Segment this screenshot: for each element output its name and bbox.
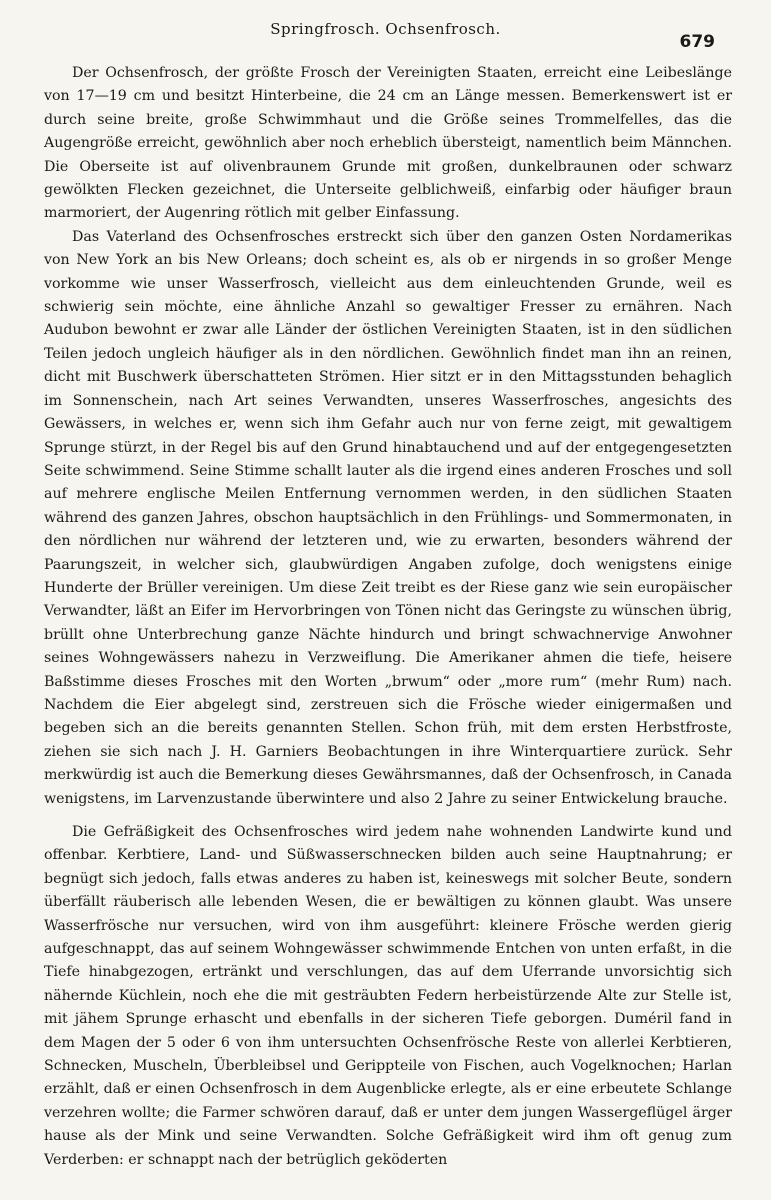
body-text bbox=[44, 62, 732, 1172]
paragraph-habitat: Das Vaterland des Ochsenfrosches erstreckt sich über den ganzen Osten Nordamerikas von New York an bis New Orleans; doch scheint es, als ob er nirgends in so großer Menge vorkomme wie unser Wasserfrosch, vielleicht aus dem einleuchtenden Grunde, weil es schwierig sein möchte, eine ähnliche Anzahl so gewaltiger Fresser zu ernähren. Nach Audubon bewohnt er zwar alle Länder der östlichen Vereinigten Staaten, ist in den südlichen Teilen jedoch ungleich häufiger als in den nördlichen. Gewöhnlich findet man ihn an reinen, dicht mit Buschwerk überschatteten Strömen. Hier sitzt er in den Mittagsstunden behaglich im Sonnenschein, nach Art seines Verwandten, unseres Wasserfrosches, angesichts des Gewässers, in welches er, wenn sich ihm Gefahr auch nur von ferne zeigt, mit gewaltigem Sprunge stürzt, in der Regel bis auf den Grund hinabtauchend und auf der entgegengesetzten Seite schwimmend. Seine Stimme schallt lauter als die irgend eines anderen Frosches und soll auf mehrere englische Meilen Entfernung vernommen werden, in den südlichen Staaten während des ganzen Jahres, obschon hauptsächlich in den Frühlings- und Sommermonaten, in den nördlichen nur während der letzteren und, wie zu erwarten, besonders während der Paarungszeit, in welcher sich, glaubwürdigen Angaben zufolge, doch wenigstens einige Hunderte der Brüller vereinigen. Um diese Zeit treibt es der Riese ganz wie sein europäischer Verwandter, läßt an Eifer im Hervorbringen von Tönen nicht das Geringste zu wünschen übrig, brüllt ohne Unterbrechung ganze Nächte hindurch und bringt schwachnervige Anwohner seines Wohngewässers nahezu in Verzweiflung. Die Amerikaner ahmen die tiefe, heisere Baßstimme dieses Frosches mit den Worten „brwum“ oder „more rum“ (mehr Rum) nach. Nachdem die Eier abgelegt sind, zerstreuen sich die Frösche wieder einigermaßen und begeben sich an die bereits genannten Stellen. Schon früh, mit dem ersten Herbstfroste, ziehen sie sich nach J. H. Garniers Beobachtungen in ihre Winterquartiere zurück. Sehr merkwürdig ist auch die Bemerkung dieses Gewährsmannes, daß der Ochsenfrosch, in Canada wenigstens, im Larvenzustande überwintere und also 2 Jahre zu seiner Entwickelung brauche. bbox=[44, 228, 732, 807]
paragraph-description: Der Ochsenfrosch, der größte Frosch der Vereinigten Staaten, erreicht eine Leibeslänge von 17—19 cm und besitzt Hinterbeine, die 24 cm an Länge messen. Bemerkenswert ist er durch seine breite, große Schwimmhaut und die Größe seines Trommelfelles, das die Augengröße erreicht, gewöhnlich aber noch erheblich übersteigt, namentlich beim Männchen. Die Oberseite ist auf olivenbraunem Grunde mit großen, dunkelbraunen oder schwarz gewölkten Flecken gezeichnet, die Unterseite gelblichweiß, einfarbig oder häufiger braun marmoriert, der Augenring rötlich mit gelber Einfassung. bbox=[44, 65, 732, 222]
paragraph-diet: Die Gefräßigkeit des Ochsenfrosches wird jedem nahe wohnenden Landwirte kund und offenbar. Kerbtiere, Land- und Süßwasserschnecken bilden auch seine Hauptnahrung; er begnügt sich jedoch, falls etwas anderes zu haben ist, keineswegs mit solcher Beute, sondern überfällt räuberisch alle lebenden Wesen, die er bewältigen zu können glaubt. Was unsere Wasserfrösche nur versuchen, wird von ihm ausgeführt: kleinere Frösche werden gierig aufgeschnappt, das auf seinem Wohngewässer schwimmende Entchen von unten erfaßt, in die Tiefe hinabgezogen, ertränkt und verschlungen, das auf dem Uferrande unvorsichtig sich nähernde Küchlein, noch ehe die mit gesträubten Federn herbeistürzende Alte zur Stelle ist, mit jähem Sprunge erhascht und ebenfalls in der sicheren Tiefe geborgen. Duméril fand in dem Magen der 5 oder 6 von ihm untersuchten Ochsenfrösche Reste von allerlei Kerbtieren, Schnecken, Muscheln, Überbleibsel und Gerippteile von Fischen, auch Vogelknochen; Harlan erzählt, daß er einen Ochsenfrosch in dem Augenblicke erlegte, als er eine erbeutete Schlange verzehren wollte; die Farmer schwören darauf, daß er unter dem jungen Wassergeflügel ärger hause als der Mink und seine Verwandten. Solche Gefräßigkeit wird ihm oft genug zum Verderben: er schnappt nach der betrüglich geköderten bbox=[44, 824, 732, 1168]
page-number: 679 bbox=[679, 32, 715, 52]
running-title: Springfrosch. Ochsenfrosch. bbox=[270, 20, 501, 38]
